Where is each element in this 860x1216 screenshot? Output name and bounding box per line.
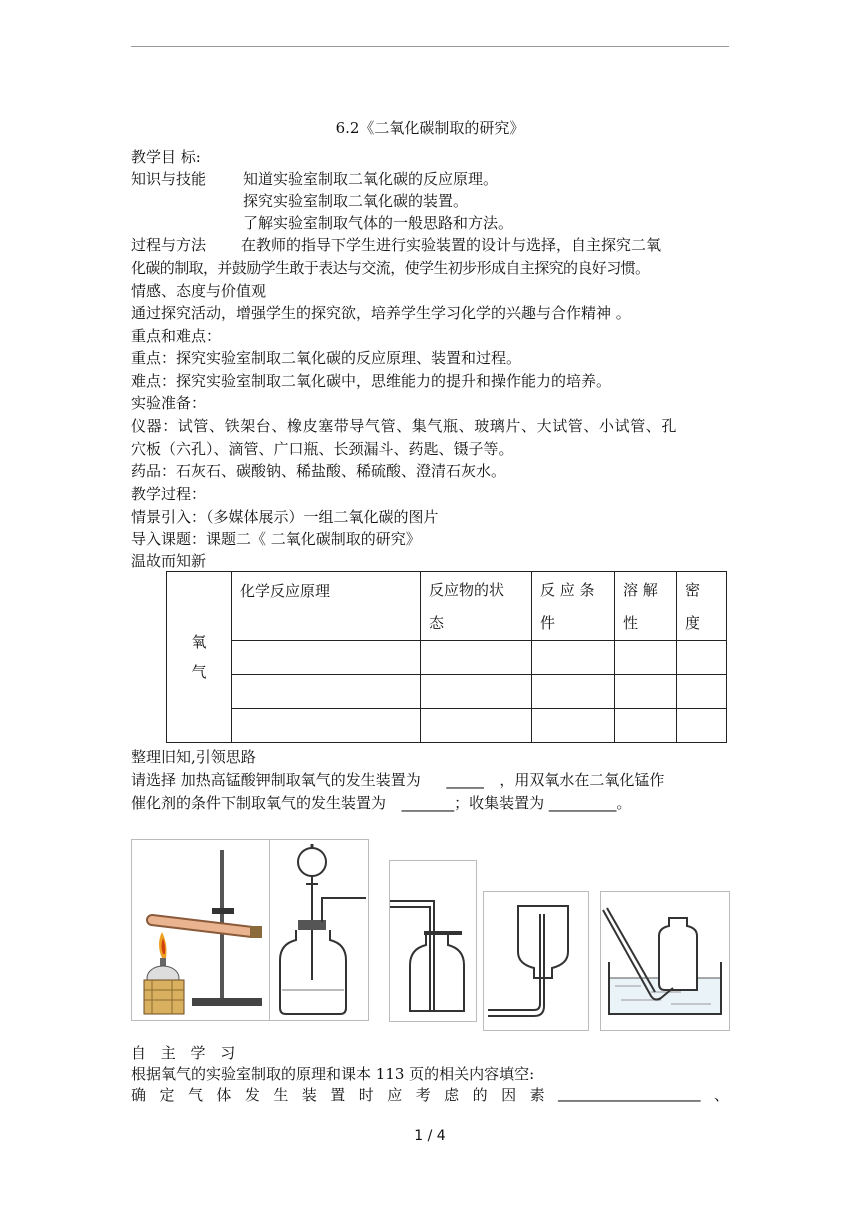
- header-density: [677, 572, 727, 641]
- table-cell[interactable]: [677, 675, 727, 709]
- last-line-char: 生: [273, 1086, 289, 1104]
- select-line-1: [131, 769, 664, 791]
- answer-blank-1[interactable]: _____: [446, 771, 484, 789]
- table-cell[interactable]: [677, 641, 727, 675]
- knowledge-item-1: 知道实验室制取二氧化碳的反应原理。: [243, 170, 499, 188]
- last-line-mark: 、: [713, 1086, 729, 1104]
- process-text-2: 化碳的制取，并鼓励学生敢于表达与交流，使学生初步形成自主探究的良好习惯。: [131, 259, 650, 277]
- table-cell[interactable]: [532, 675, 615, 709]
- table-cell[interactable]: [421, 675, 532, 709]
- page-number: 1 / 4: [414, 1128, 446, 1144]
- header-reaction-condition-text-2: 件: [540, 614, 556, 632]
- last-line-char: 定: [159, 1086, 175, 1104]
- header-reaction-condition: [532, 572, 615, 641]
- chemicals-line: 药品：石灰石、碳酸钠、稀盐酸、稀硫酸、澄清石灰水。: [131, 462, 507, 480]
- select-line-1-text-a: 请选择 加热高锰酸钾制取氧气的发生装置为: [131, 771, 421, 789]
- row-label-char-2: 气: [191, 663, 207, 681]
- topic-line: 导入课题：课题二《 二氧化碳制取的研究》: [131, 530, 421, 548]
- knowledge-item-2: 探究实验室制取二氧化碳的装置。: [243, 192, 469, 210]
- header-solubility-text-2: 性: [623, 614, 639, 632]
- select-line-1-text-c: ，用双氧水在二氧化锰作: [499, 771, 665, 789]
- header-density-text-1: 密: [685, 581, 701, 599]
- table-cell[interactable]: [421, 641, 532, 675]
- last-line: [131, 1084, 729, 1105]
- process-text-1: 在教师的指导下学生进行实验装置的设计与选择，自主探究二氧: [241, 236, 662, 254]
- header-reaction-principle: [232, 572, 421, 641]
- table-cell[interactable]: [532, 709, 615, 743]
- table-cell[interactable]: [532, 641, 615, 675]
- select-line-2-text-a: 催化剂的条件下制取氧气的发生装置为: [131, 794, 387, 812]
- oxygen-review-table: [166, 571, 727, 743]
- row-label-char-1: 氧: [191, 633, 207, 651]
- last-line-char: 体: [216, 1086, 232, 1104]
- header-solubility-text-1: 溶 解: [623, 581, 658, 599]
- intro-line: 情景引入：（多媒体展示）一组二氧化碳的图片: [131, 508, 439, 526]
- apparatus-water-collection-figure: [600, 891, 730, 1031]
- last-line-char: 装: [301, 1086, 317, 1104]
- last-line-char: 的: [472, 1086, 488, 1104]
- apparatus-funnel-bottle-figure: [269, 839, 369, 1021]
- table-row: [167, 709, 727, 743]
- instruments-line-1: 仪器：试管、铁架台、橡皮塞带导气管、集气瓶、玻璃片、大试管、小试管、孔: [131, 417, 678, 435]
- answer-blank-3[interactable]: _________: [548, 794, 617, 812]
- document-title: 6.2《二氧化碳制取的研究》: [335, 119, 525, 137]
- key-heading: 重点和难点：: [131, 327, 222, 345]
- select-line-2-text-e: 。: [616, 794, 632, 812]
- knowledge-label: 知识与技能: [131, 170, 207, 188]
- last-line-char: 因: [501, 1086, 517, 1104]
- table-cell[interactable]: [421, 709, 532, 743]
- self-study-heading: 自 主 学 习: [131, 1044, 241, 1062]
- table-cell[interactable]: [232, 709, 421, 743]
- table-cell[interactable]: [615, 641, 677, 675]
- apparatus-heating-figure: [131, 839, 271, 1021]
- key-point: 重点：探究实验室制取二氧化碳的反应原理、装置和过程。: [131, 349, 522, 367]
- table-cell[interactable]: [677, 709, 727, 743]
- review-heading: 温故而知新: [131, 552, 207, 570]
- table-cell[interactable]: [232, 641, 421, 675]
- header-reactant-state-text-2: 态: [429, 614, 445, 632]
- last-line-char: 应: [387, 1086, 403, 1104]
- apparatus-upward-collection-figure: [389, 860, 477, 1022]
- self-study-text: 根据氧气的实验室制取的原理和课本 113 页的相关内容填空:: [131, 1065, 535, 1083]
- table-cell[interactable]: [615, 675, 677, 709]
- header-reactant-state: [421, 572, 532, 641]
- last-line-char: 发: [244, 1086, 260, 1104]
- answer-blank-2[interactable]: _______: [401, 794, 455, 812]
- last-line-char: 置: [330, 1086, 346, 1104]
- answer-blank-4[interactable]: ___________________: [558, 1084, 701, 1102]
- last-line-char: 时: [358, 1086, 374, 1104]
- apparatus-downward-collection-figure: [483, 891, 589, 1031]
- header-reactant-state-text-1: 反应物的状: [429, 581, 505, 599]
- difficulty-point: 难点：探究实验室制取二氧化碳中，思维能力的提升和操作能力的培养。: [131, 372, 612, 390]
- table-row-label: [167, 572, 232, 743]
- goals-heading: 教学目 标:: [131, 148, 201, 166]
- process-label: 过程与方法: [131, 236, 207, 254]
- emotion-text: 通过探究活动，增强学生的探究欲，培养学生学习化学的兴趣与合作精神 。: [131, 304, 631, 322]
- header-solubility: [615, 572, 677, 641]
- select-line-2: [131, 792, 631, 814]
- header-density-text-2: 度: [685, 614, 701, 632]
- select-line-2-text-c: ；收集装置为: [454, 794, 545, 812]
- last-line-char: 虑: [444, 1086, 460, 1104]
- table-row: [167, 675, 727, 709]
- instruments-line-2: 穴板（六孔）、滴管、广口瓶、长颈漏斗、药匙、镊子等。: [131, 440, 514, 458]
- prep-heading: 实验准备：: [131, 394, 207, 412]
- process-heading: 教学过程：: [131, 485, 207, 503]
- table-cell[interactable]: [615, 709, 677, 743]
- emotion-label: 情感、态度与价值观: [131, 282, 267, 300]
- last-line-char: 素: [529, 1086, 545, 1104]
- table-row: [167, 641, 727, 675]
- header-reaction-condition-text-1: 反 应 条: [540, 581, 595, 599]
- header-reaction-principle-text: 化学反应原理: [240, 582, 331, 600]
- header-rule: [131, 46, 729, 47]
- last-line-char: 确: [131, 1086, 147, 1104]
- last-line-char: 考: [415, 1086, 431, 1104]
- last-line-char: 气: [187, 1086, 203, 1104]
- knowledge-item-3: 了解实验室制取气体的一般思路和方法。: [243, 214, 514, 232]
- organize-heading: 整理旧知,引领思路: [131, 748, 256, 766]
- table-cell[interactable]: [232, 675, 421, 709]
